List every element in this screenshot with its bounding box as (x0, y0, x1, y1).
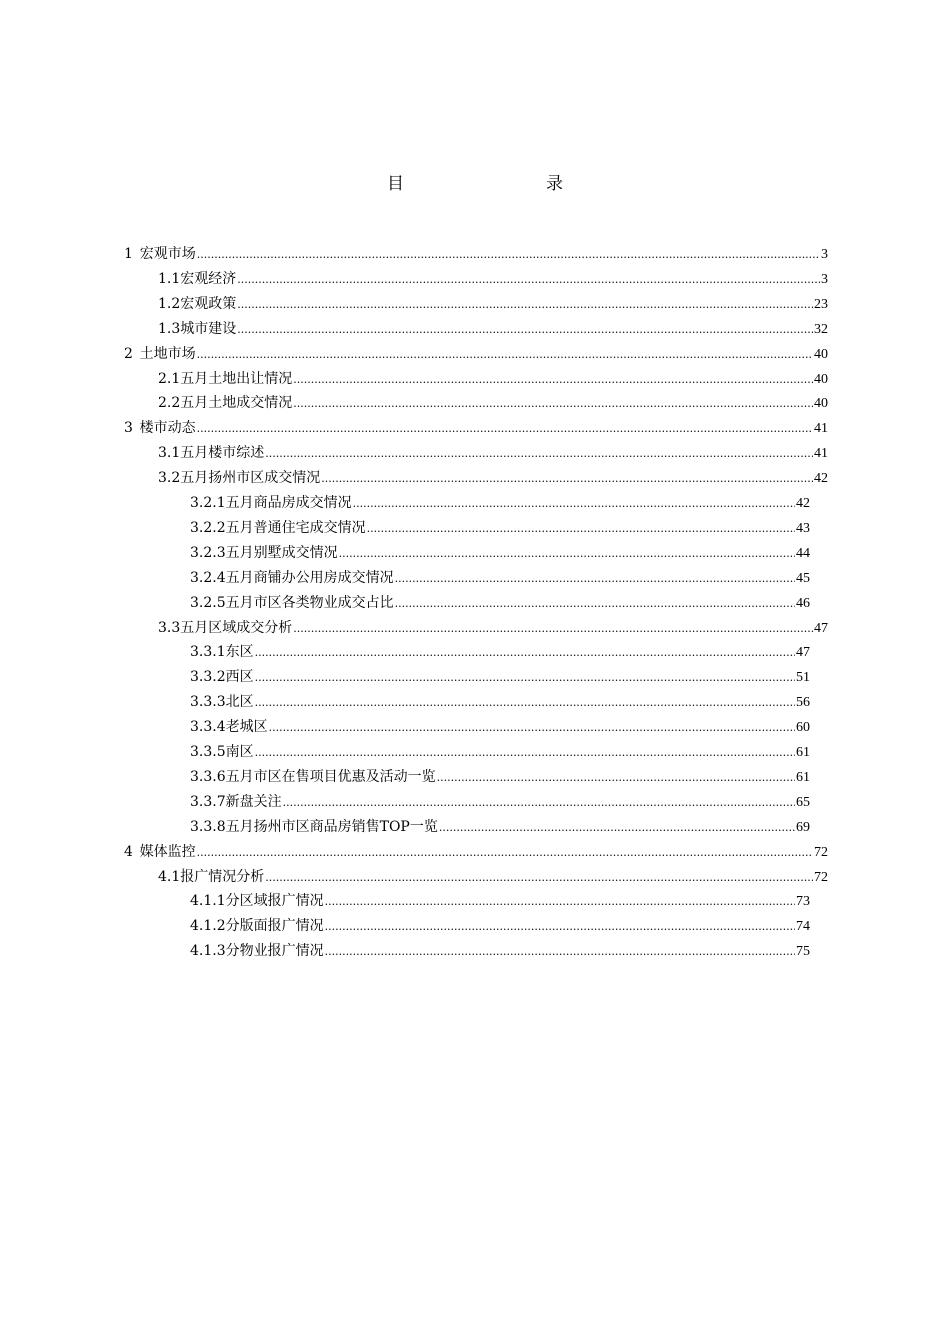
toc-entry-page: 47 (814, 621, 828, 636)
toc-dot-leader (325, 940, 795, 964)
toc-entry-title: 4.1.2分版面报广情况 (190, 918, 324, 934)
toc-entry[interactable] (190, 765, 810, 789)
toc-entry-page: 56 (796, 695, 810, 710)
toc-entry-number: 3 (124, 420, 133, 436)
toc-entry-title: 2.2五月土地成交情况 (158, 395, 293, 411)
toc-entry-page: 61 (796, 770, 810, 785)
toc-entry-number: 4 (124, 844, 133, 860)
toc-dot-leader (237, 268, 820, 292)
toc-title: 目 录 (387, 174, 599, 194)
toc-entry[interactable] (124, 840, 828, 864)
toc-dot-leader (197, 841, 813, 865)
toc-dot-leader (197, 343, 813, 367)
toc-entry-title: 3.1五月楼市综述 (158, 445, 265, 461)
toc-entry-title: 3.3.8五月扬州市区商品房销售TOP一览 (190, 819, 438, 835)
toc-entry-page: 47 (796, 645, 810, 660)
toc-entry-page: 65 (796, 795, 810, 810)
toc-dot-leader (395, 567, 795, 591)
toc-entry-number: 2 (124, 346, 133, 362)
toc-entry-title: 3.3.1东区 (190, 644, 254, 660)
toc-entry-page: 46 (796, 596, 810, 611)
toc-entry[interactable] (124, 416, 828, 440)
toc-entry[interactable] (190, 790, 810, 814)
toc-entry-page: 3 (821, 247, 828, 262)
toc-dot-leader (325, 890, 795, 914)
toc-entry-title: 3.3.5南区 (190, 744, 254, 760)
toc-dot-leader (255, 641, 795, 665)
toc-entry-title: 1.2宏观政策 (158, 296, 237, 312)
toc-dot-leader (269, 716, 795, 740)
toc-dot-leader (197, 417, 813, 441)
toc-entry-page: 72 (814, 845, 828, 860)
toc-dot-leader (395, 592, 795, 616)
toc-entry[interactable] (158, 865, 828, 889)
toc-entry-title: 3.3.6五月市区在售项目优惠及活动一览 (190, 769, 436, 785)
toc-entry[interactable] (190, 889, 810, 913)
toc-entry[interactable] (190, 640, 810, 664)
toc-entry-page: 41 (814, 421, 828, 436)
toc-dot-leader (353, 492, 795, 516)
toc-entry-title: 1.3城市建设 (158, 321, 237, 337)
toc-dot-leader (265, 442, 813, 466)
toc-entry-page: 73 (796, 894, 810, 909)
toc-dot-leader (283, 791, 795, 815)
toc-entry[interactable] (190, 939, 810, 963)
toc-entry-page: 40 (814, 372, 828, 387)
toc-entry-title: 4.1.1分区域报广情况 (190, 893, 324, 909)
toc-entry-title: 3.3.4老城区 (190, 719, 268, 735)
toc-entry-page: 60 (796, 720, 810, 735)
toc-entry-page: 40 (814, 347, 828, 362)
toc-entry[interactable] (190, 715, 810, 739)
toc-dot-leader (437, 766, 795, 790)
toc-dot-leader (439, 816, 795, 840)
toc-entry[interactable] (190, 740, 810, 764)
toc-entry-page: 45 (796, 571, 810, 586)
toc-dot-leader (293, 392, 813, 416)
toc-entry-title: 媒体监控 (139, 844, 196, 860)
toc-entry-page: 43 (796, 521, 810, 536)
toc-entry-page: 3 (821, 272, 828, 287)
toc-dot-leader (325, 915, 795, 939)
toc-entry[interactable] (158, 616, 828, 640)
toc-entry[interactable] (158, 317, 828, 341)
toc-entry-page: 41 (814, 446, 828, 461)
toc-entry-title: 3.2.1五月商品房成交情况 (190, 495, 352, 511)
toc-entry[interactable] (190, 815, 810, 839)
toc-dot-leader (367, 517, 795, 541)
toc-dot-leader (197, 243, 820, 267)
toc-entry-page: 23 (814, 297, 828, 312)
toc-entry[interactable] (190, 690, 810, 714)
toc-entry-title: 3.2.2五月普通住宅成交情况 (190, 520, 366, 536)
toc-entry-page: 74 (796, 919, 810, 934)
toc-entry-title: 3.3五月区域成交分析 (158, 620, 293, 636)
toc-entry-page: 44 (796, 546, 810, 561)
toc-entry-title: 2.1五月土地出让情况 (158, 371, 293, 387)
toc-dot-leader (237, 318, 813, 342)
toc-entry[interactable] (190, 516, 810, 540)
toc-entry-page: 72 (814, 870, 828, 885)
toc-entry[interactable] (158, 267, 828, 291)
toc-entry[interactable] (190, 914, 810, 938)
toc-entry-page: 42 (796, 496, 810, 511)
toc-entry-title: 4.1报广情况分析 (158, 869, 265, 885)
toc-entry-title: 3.2.3五月别墅成交情况 (190, 545, 338, 561)
toc-entry-title: 1.1宏观经济 (158, 271, 237, 287)
toc-entry-page: 69 (796, 820, 810, 835)
toc-entry-page: 32 (814, 322, 828, 337)
toc-entry[interactable] (158, 466, 828, 490)
toc-entry-title: 3.3.7新盘关注 (190, 794, 282, 810)
toc-entry-title: 3.2.5五月市区各类物业成交占比 (190, 595, 394, 611)
toc-dot-leader (339, 542, 795, 566)
toc-entry-title: 4.1.3分物业报广情况 (190, 943, 324, 959)
toc-entry-title: 3.2五月扬州市区成交情况 (158, 470, 321, 486)
toc-entry-page: 42 (814, 471, 828, 486)
toc-entry[interactable] (124, 342, 828, 366)
toc-entry-page: 61 (796, 745, 810, 760)
toc-entry[interactable] (190, 665, 810, 689)
toc-entry[interactable] (190, 566, 810, 590)
toc-entry[interactable] (158, 391, 828, 415)
toc-dot-leader (255, 741, 795, 765)
toc-entry-title: 3.2.4五月商铺办公用房成交情况 (190, 570, 394, 586)
toc-dot-leader (265, 866, 813, 890)
toc-dot-leader (255, 691, 795, 715)
toc-entry-title: 土地市场 (139, 346, 196, 362)
toc-entry-title: 3.3.2西区 (190, 669, 254, 685)
toc-entry[interactable] (190, 541, 810, 565)
toc-entry-page: 75 (796, 944, 810, 959)
toc-dot-leader (237, 293, 813, 317)
toc-entry-number: 1 (124, 246, 133, 262)
toc-entry[interactable] (158, 441, 828, 465)
toc-entry-page: 51 (796, 670, 810, 685)
toc-dot-leader (321, 467, 813, 491)
toc-entry-title: 宏观市场 (139, 246, 196, 262)
toc-entry[interactable] (190, 491, 810, 515)
toc-dot-leader (293, 617, 813, 641)
toc-dot-leader (293, 368, 813, 392)
toc-entry-title: 3.3.3北区 (190, 694, 254, 710)
toc-entry[interactable] (158, 292, 828, 316)
toc-entry[interactable] (190, 591, 810, 615)
toc-entry-title: 楼市动态 (139, 420, 196, 436)
toc-entry[interactable] (158, 367, 828, 391)
toc-dot-leader (255, 666, 795, 690)
toc-entry[interactable] (124, 242, 828, 266)
toc-entry-page: 40 (814, 396, 828, 411)
